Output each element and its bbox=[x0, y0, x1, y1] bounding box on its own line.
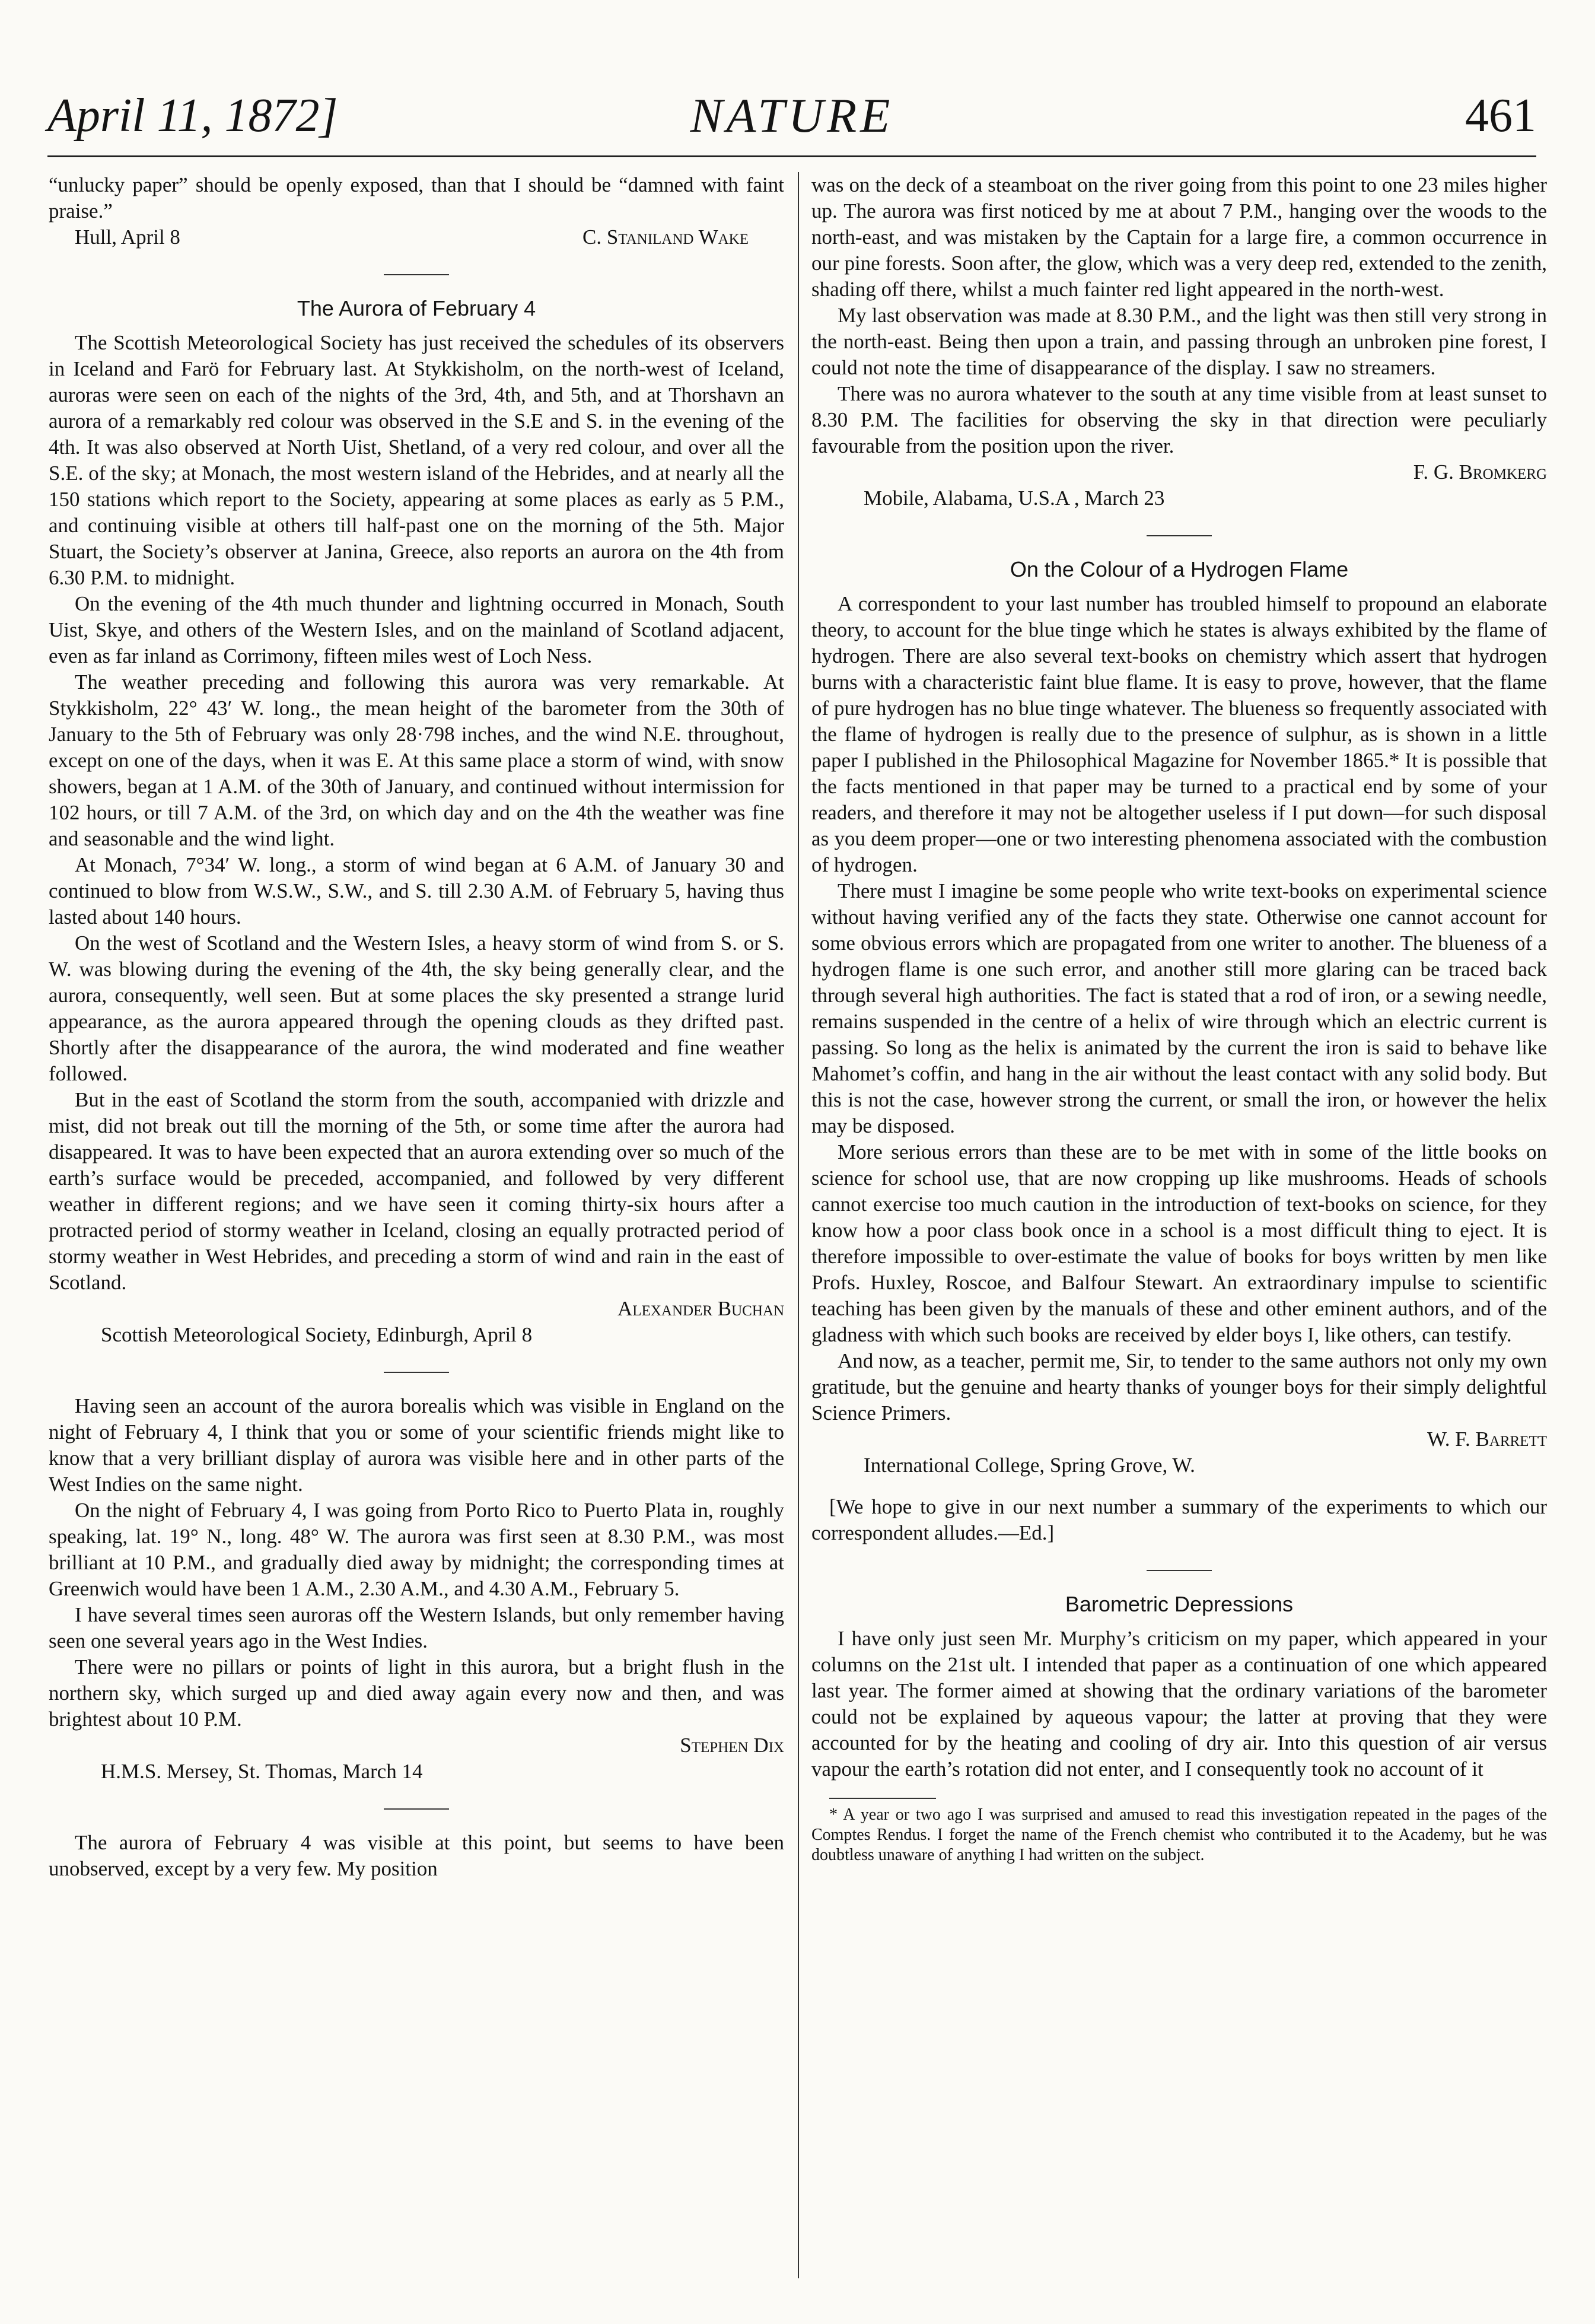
footnote: * A year or two ago I was surprised and amused to read this investigation repeated in the pages of the Comptes Rendus. I forget the name of the French chemist who contributed it to the Academy, but he was doubtless unaware of anything I had written on the subject. bbox=[811, 1805, 1547, 1864]
hydrogen-article-title: On the Colour of a Hydrogen Flame bbox=[1010, 557, 1349, 581]
editor-note: [We hope to give in our next number a summary of the experiments to which our correspondent alludes.—Ed.] bbox=[811, 1495, 1547, 1544]
letter-author: F. G. Bromkerg bbox=[1413, 460, 1547, 484]
section-rule bbox=[1147, 535, 1212, 536]
header-rule bbox=[47, 155, 1536, 157]
intro-paragraph: “unlucky paper” should be openly exposed, than that I should be “damned with faint praise.” bbox=[49, 173, 784, 222]
barometric-article-title: Barometric Depressions bbox=[1065, 1592, 1294, 1616]
aurora-article-title: The Aurora of February 4 bbox=[297, 296, 536, 320]
letter-paragraph: On the night of February 4, I was going from Porto Rico to Puerto Plata in, roughly speaking, lat. 19° N., long. 48° W. The aurora was first seen at 8.30 P.M., was most brilliant at 10 P.M., and gradually died away by midnight; the corresponding times at Greenwich would have been 1 A.M., 2.30 A.M., and 4.30 A.M., February 5. bbox=[49, 1499, 784, 1600]
intro-author: C. Staniland Wake bbox=[582, 225, 749, 249]
hydrogen-paragraph: There must I imagine be some people who write text-books on experimental science without having verified any of the facts they state. Otherwise one cannot account for some obvious errors which are propagated from one writer to another. The blueness of a hydrogen flame is one such error, and another still more glaring can be traced back through several high authorities. The fact is stated that a rod of iron, or a sewing needle, remains suspended in the centre of a helix of wire through which an electric current is passing. So long as the helix is animated by the current the iron is said to behave like Mahomet’s coffin, and hang in the air without the least contact with any solid body. But this is not the case, however strong the current, or small the iron, or however the helix may be disposed. bbox=[811, 879, 1547, 1137]
aurora-paragraph: On the evening of the 4th much thunder and lightning occurred in Monach, South Uist, Skye, and others of the Western Isles, and on the mainland of Scotland adjacent, even as far inland as Corrimony, fifteen miles west of Loch Ness. bbox=[49, 592, 784, 667]
hydrogen-paragraph: A correspondent to your last number has troubled himself to propound an elaborate theory, to account for the blue tinge which he states is always exhibited by the flame of hydrogen. There are also several text-books on chemistry which assert that hydrogen burns with a characteristic faint blue flame. It is easy to prove, however, that the flame of pure hydrogen has no blue tinge whatever. The blueness so frequently associated with the flame of hydrogen is really due to the presence of sulphur, as is shown in a little paper I published in the Philosophical Magazine for November 1865.* It is possible that the facts mentioned in that paper may be turned to a practical end by some of your readers, and therefore it may not be altogether useless if I put down—for such disposal as you deem proper—one or two interesting phenomena associated with the combustion of hydrogen. bbox=[811, 592, 1547, 876]
spacer bbox=[811, 1479, 1547, 1494]
letter-paragraph: Having seen an account of the aurora borealis which was visible in England on the night of February 4, I think that you or some of your scientific friends might like to know that a very brilliant display of aurora was visible here and in other parts of the West Indies on the same night. bbox=[49, 1394, 784, 1496]
section-rule bbox=[1147, 1570, 1212, 1571]
aurora-paragraph: The weather preceding and following this aurora was very remarkable. At Stykkisholm, 22° 43′ W. long., the mean height of the barometer from the 30th of January to the 5th of February was only 28·798 inches, and the wind N.E. throughout, except on one of the days, when it was E. At this same place a storm of wind, with snow showers, began at 1 A.M. of the 30th of January, and continued without intermission for 102 hours, or till 7 A.M. of the 3rd, on which day and on the 4th the weather was fine and seasonable and the wind light. bbox=[49, 670, 784, 850]
left-column bbox=[49, 172, 784, 1882]
aurora-affiliation: Scottish Meteorological Society, Edinburgh, April 8 bbox=[101, 1323, 533, 1346]
hydrogen-affiliation: International College, Spring Grove, W. bbox=[864, 1454, 1195, 1477]
aurora-author: Alexander Buchan bbox=[617, 1297, 784, 1320]
right-column bbox=[811, 172, 1547, 1865]
column-divider bbox=[798, 172, 799, 2278]
section-rule bbox=[384, 1372, 449, 1373]
hydrogen-author: W. F. Barrett bbox=[1427, 1428, 1547, 1451]
letter-author: Stephen Dix bbox=[680, 1734, 784, 1757]
intro-signature bbox=[49, 224, 784, 250]
hydrogen-paragraph: More serious errors than these are to be met with in some of the little books on science for school use, that are now cropping up like mushrooms. Heads of schools cannot exercise too much caution in the introduction of text-books on science, for they know how a poor class book once in a school is a most difficult thing to eject. It is therefore impossible to over-estimate the value of books for boys written by men like Profs. Huxley, Roscoe, and Balfour Stewart. An extraordinary impulse to scientific teaching has been given by the manuals of these and other eminent authors, and of the gladness with which such books are received by elder boys I, like others, can testify. bbox=[811, 1140, 1547, 1346]
footnote-rule bbox=[829, 1798, 936, 1799]
aurora-paragraph: At Monach, 7°34′ W. long., a storm of wind began at 6 A.M. of January 30 and continued to blow from W.S.W., S.W., and S. till 2.30 A.M. of February 5, having thus lasted about 140 hours. bbox=[49, 853, 784, 929]
letter-affiliation: Mobile, Alabama, U.S.A , March 23 bbox=[864, 487, 1165, 510]
hydrogen-paragraph: And now, as a teacher, permit me, Sir, to tender to the same authors not only my own gratitude, but the genuine and hearty thanks of younger boys for their simply delightful Science Primers. bbox=[811, 1349, 1547, 1425]
section-rule bbox=[384, 274, 449, 275]
intro-place: Hull, April 8 bbox=[75, 225, 180, 249]
section-rule bbox=[384, 1808, 449, 1810]
aurora-paragraph: But in the east of Scotland the storm from the south, accompanied with drizzle and mist, did not break out till the morning of the 5th, or some time after the aurora had disappeared. It was to have been expected that an aurora extending over so much of the earth’s surface would be preceded, accompanied, and followed by very different weather in different regions; and we have seen it coming thirty-six hours after a protracted period of stormy weather in Iceland, closing an equally protracted period of stormy weather in West Hebrides, and preceding a storm of wind and rain in the east of Scotland. bbox=[49, 1088, 784, 1294]
journal-title: NATURE bbox=[690, 88, 894, 142]
issue-date: April 11, 1872] bbox=[47, 90, 338, 142]
letter-paragraph: The aurora of February 4 was visible at this point, but seems to have been unobserved, except by a very few. My position bbox=[49, 1831, 784, 1880]
letter-paragraph: was on the deck of a steamboat on the river going from this point to one 23 miles higher up. The aurora was first noticed by me at about 7 P.M., hanging over the woods to the north-east, and was mistaken by the Captain for a large fire, a common occurrence in our pine forests. Soon after, the glow, which was a very deep red, extended to the zenith, shading off there, whilst a much fainter red light appeared in the north-west. bbox=[811, 173, 1547, 301]
letter-paragraph: I have several times seen auroras off the Western Islands, but only remember having seen one several years ago in the West Indies. bbox=[49, 1603, 784, 1652]
letter-paragraph: There were no pillars or points of light in this aurora, but a bright flush in the northern sky, which surged up and died away again every now and then, and was brightest about 10 P.M. bbox=[49, 1655, 784, 1731]
running-head bbox=[47, 83, 1536, 148]
aurora-paragraph: On the west of Scotland and the Western Isles, a heavy storm of wind from S. or S. W. was blowing during the evening of the 4th, the sky being generally clear, and the aurora, consequently, well seen. But at some places the sky presented a strange lurid appearance, as the aurora appeared through the opening clouds as they drifted past. Shortly after the disappearance of the aurora, the wind moderated and fine weather followed. bbox=[49, 931, 784, 1085]
letter-paragraph: There was no aurora whatever to the south at any time visible from at least sunset to 8.30 P.M. The facilities for observing the sky in that direction were peculiarly favourable from the position upon the river. bbox=[811, 382, 1547, 457]
letter-affiliation: H.M.S. Mersey, St. Thomas, March 14 bbox=[101, 1760, 423, 1783]
page-number: 461 bbox=[1465, 90, 1536, 142]
letter-paragraph: My last observation was made at 8.30 P.M., and the light was then still very strong in the north-east. Being then upon a train, and passing through an unbroken pine forest, I could not note the time of disappearance of the display. I saw no streamers. bbox=[811, 304, 1547, 379]
aurora-paragraph: The Scottish Meteorological Society has just received the schedules of its observers in Iceland and Farö for February last. At Stykkisholm, on the north-west of Iceland, auroras were seen on each of the nights of the 3rd, 4th, and 5th, and at Thorshavn an aurora of a remarkably red colour was observed in the S.E and S. in the evening of the 4th. It was also observed at North Uist, Shetland, of a very red colour, and over all the S.E. of the sky; at Monach, the most western island of the Hebrides, and at nearly all the 150 stations which report to the Society, appearing at some places as early as 5 P.M., and continuing visible at others till half-past one on the morning of the 5th. Major Stuart, the Society’s observer at Janina, Greece, also reports an aurora on the 4th from 6.30 P.M. to midnight. bbox=[49, 331, 784, 589]
barometric-paragraph: I have only just seen Mr. Murphy’s criticism on my paper, which appeared in your columns on the 21st ult. I intended that paper as a continuation of one which appeared last year. The former aimed at showing that the ordinary variations of the barometer could not be explained by aqueous vapour; the latter at proving that they were accounted for by the heating and cooling of dry air. Into this question of air versus vapour the earth’s rotation did not enter, and I consequently took no account of it bbox=[811, 1627, 1547, 1781]
